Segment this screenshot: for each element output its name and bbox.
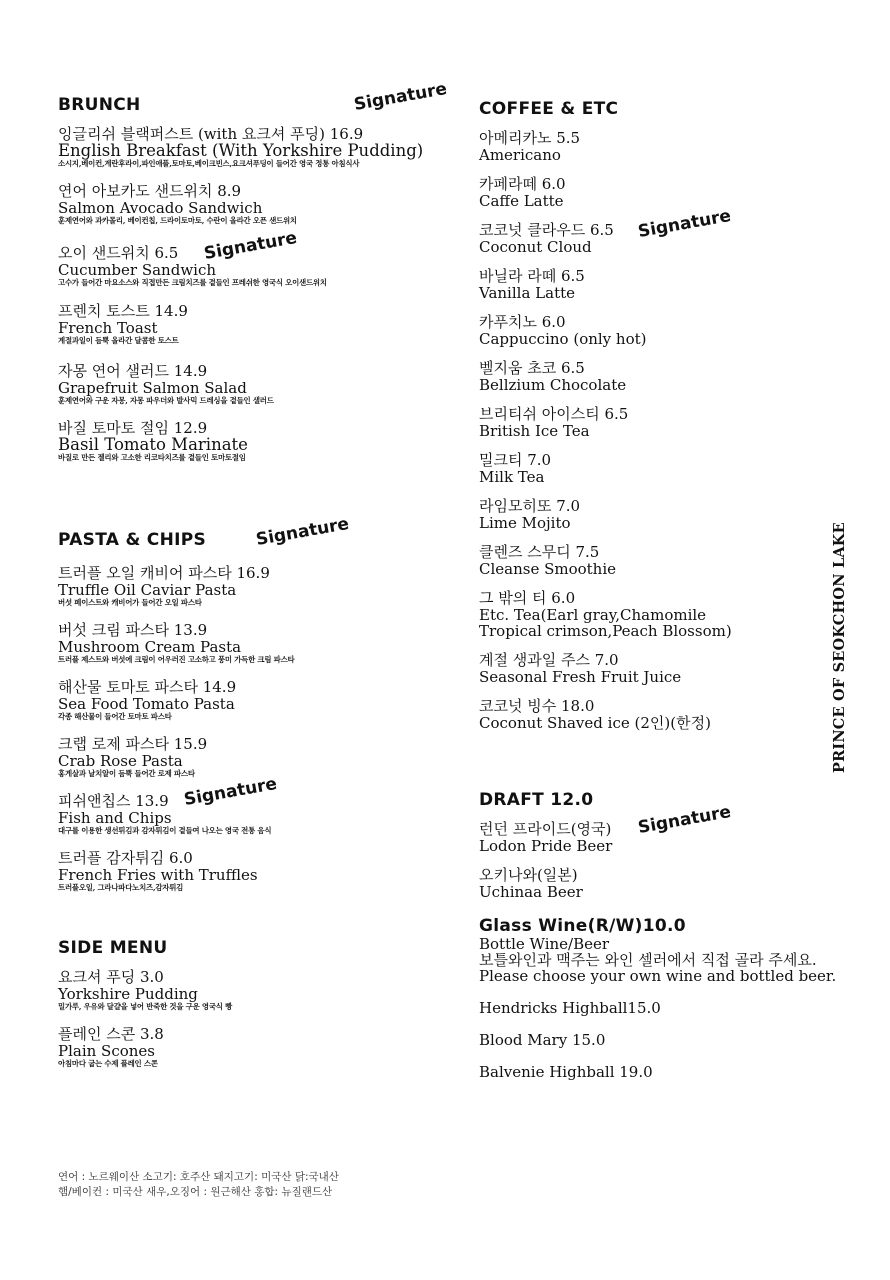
menu-item [58, 735, 458, 779]
wine-line-2: 보틀와인과 맥주는 와인 셀러에서 직접 골라 주세요. [479, 951, 817, 969]
menu-item [58, 678, 458, 722]
brand-name: PRINCE OF SEOKCHON LAKE [831, 522, 848, 773]
item-name-en: French Toast [58, 319, 158, 337]
item-name-ko: 계절 생과일 주스 7.0 [479, 651, 619, 669]
item-name-ko: 크랩 로제 파스타 15.9 [58, 735, 208, 753]
menu-item [479, 697, 879, 731]
item-name-en: Uchinaa Beer [479, 883, 583, 901]
item-name-ko: 잉글리쉬 블랙퍼스트 (with 요크셔 푸딩) 16.9 [58, 125, 364, 143]
menu-item [479, 267, 879, 301]
item-name-en: Cleanse Smoothie [479, 560, 617, 578]
menu-item [479, 589, 879, 639]
coffee-section [479, 99, 879, 731]
item-name-en: Caffe Latte [479, 192, 564, 210]
draft-section [479, 790, 879, 900]
item-name-en-line2: Tropical crimson,Peach Blossom) [479, 622, 732, 640]
brunch-section [58, 95, 458, 463]
pasta-section [58, 530, 458, 893]
item-name-ko: 요크셔 푸딩 3.0 [58, 968, 164, 986]
item-name-ko: 바질 토마토 절임 12.9 [58, 419, 208, 437]
item-desc: 각종 해산물이 들어간 토마토 파스타 [58, 712, 172, 721]
menu-item [479, 497, 879, 531]
menu-item [58, 792, 458, 836]
item-name-en: Cucumber Sandwich [58, 261, 217, 279]
wine-heading: Glass Wine(R/W)10.0 [479, 916, 686, 936]
menu-item [479, 651, 879, 685]
side-menu-heading: SIDE MENU [58, 938, 168, 958]
item-name-ko: 연어 아보카도 샌드위치 8.9 [58, 182, 242, 200]
item-name-ko: 아메리카노 5.5 [479, 129, 581, 147]
item-name-ko: 바닐라 라떼 6.5 [479, 267, 585, 285]
item-name-ko: 클렌즈 스무디 7.5 [479, 543, 600, 561]
item-desc: 대구를 이용한 생선튀김과 감자튀김이 곁들여 나오는 영국 전통 음식 [58, 826, 272, 835]
signature-label: Signature [254, 513, 351, 550]
item-desc: 계절과일이 듬뿍 올라간 달콤한 토스트 [58, 336, 179, 345]
item-desc: 바질로 만든 젤리와 고소한 리코타치즈를 곁들인 토마토절임 [58, 453, 246, 462]
item-name-en: Salmon Avocado Sandwich [58, 199, 263, 217]
item-name-ko: 브리티쉬 아이스티 6.5 [479, 405, 629, 423]
item-name-ko: 오키나와(일본) [479, 866, 578, 884]
wine-section [479, 916, 879, 1080]
menu-item [58, 182, 458, 226]
origin-line-1: 연어 : 노르웨이산 소고기: 호주산 돼지고기: 미국산 닭:국내산 [58, 1171, 339, 1183]
item-name-en: Lodon Pride Beer [479, 837, 613, 855]
item-name-ko: 버섯 크림 파스타 13.9 [58, 621, 208, 639]
item-name-en: Lime Mojito [479, 514, 571, 532]
item-name-ko: 밀크티 7.0 [479, 451, 552, 469]
item-name-en: Milk Tea [479, 468, 545, 486]
item-name-en: French Fries with Truffles [58, 866, 258, 884]
signature-label: Signature [202, 227, 299, 264]
item-desc: 고수가 들어간 마요소스와 직접만든 크림치즈를 곁들인 프레쉬한 영국식 오이샌드위치 [58, 278, 327, 287]
draft-heading: DRAFT 12.0 [479, 790, 594, 810]
signature-label: Signature [352, 78, 449, 115]
menu-item [58, 621, 458, 665]
coffee-heading: COFFEE & ETC [479, 99, 619, 119]
origin-footer [58, 1170, 339, 1200]
menu-item [58, 302, 458, 346]
item-name-ko: 코코넛 빙수 18.0 [479, 697, 595, 715]
menu-item [58, 849, 458, 893]
item-name-en: British Ice Tea [479, 422, 590, 440]
menu-item [58, 564, 458, 608]
item-name-ko: 그 밖의 티 6.0 [479, 589, 576, 607]
item-name-en: Basil Tomato Marinate [58, 435, 248, 454]
item-desc: 트러플 제스트와 버섯에 크림이 어우러진 고소하고 풍미 가득한 크림 파스타 [58, 655, 295, 664]
menu-item [58, 362, 458, 406]
item-desc: 아침마다 굽는 수제 플레인 스콘 [58, 1059, 158, 1068]
menu-item [58, 419, 458, 463]
menu-item [479, 175, 879, 209]
item-desc: 훈제연어와 과카몰리, 베이컨칩, 드라이토마토, 수란이 올라간 오픈 샌드위치 [58, 216, 297, 225]
menu-item [479, 543, 879, 577]
item-name-en: Yorkshire Pudding [58, 985, 198, 1003]
balvenie-item: Balvenie Highball 19.0 [479, 1063, 653, 1081]
item-desc: 훈제연어와 구운 자몽, 자몽 파우더와 발사믹 드레싱을 곁들인 샐러드 [58, 396, 274, 405]
item-name-ko: 벨지움 초코 6.5 [479, 359, 585, 377]
item-name-en: Mushroom Cream Pasta [58, 638, 242, 656]
pasta-heading: PASTA & CHIPS [58, 530, 207, 550]
item-name-ko: 플레인 스콘 3.8 [58, 1025, 164, 1043]
brand-vertical [826, 503, 854, 773]
item-name-ko: 카페라떼 6.0 [479, 175, 566, 193]
item-name-ko: 프렌치 토스트 14.9 [58, 302, 188, 320]
wine-line-1: Bottle Wine/Beer [479, 935, 610, 953]
item-name-en: Plain Scones [58, 1042, 156, 1060]
item-desc: 소시지,베이컨,계란후라이,파인애플,토마토,베이크빈스,요크셔푸딩이 들어간 영국 정통 아침식사 [58, 159, 360, 168]
item-name-en: Coconut Cloud [479, 238, 592, 256]
item-desc: 밀가루, 우유와 달걀을 넣어 반죽한 것을 구운 영국식 빵 [58, 1002, 233, 1011]
item-name-en: Cappuccino (only hot) [479, 330, 647, 348]
item-name-ko: 트러플 오일 캐비어 파스타 16.9 [58, 564, 270, 582]
item-name-ko: 카푸치노 6.0 [479, 313, 566, 331]
menu-item [479, 359, 879, 393]
signature-label: Signature [182, 773, 279, 810]
item-name-ko: 코코넛 클라우드 6.5 [479, 221, 614, 239]
item-name-en: Sea Food Tomato Pasta [58, 695, 235, 713]
signature-label: Signature [636, 205, 733, 242]
item-name-en: Crab Rose Pasta [58, 752, 183, 770]
menu-item [58, 1025, 458, 1069]
side-menu-section [58, 938, 458, 1069]
item-name-ko: 트러플 감자튀김 6.0 [58, 849, 193, 867]
item-name-en: Grapefruit Salmon Salad [58, 379, 247, 397]
item-name-ko: 라임모히또 7.0 [479, 497, 581, 515]
item-name-en: Vanilla Latte [479, 284, 575, 302]
item-name-en: Truffle Oil Caviar Pasta [58, 581, 237, 599]
item-name-en: English Breakfast (With Yorkshire Pudding) [58, 141, 424, 160]
item-name-en: Etc. Tea(Earl gray,Chamomile [479, 606, 707, 624]
highball-item: Hendricks Highball15.0 [479, 999, 661, 1017]
menu-item [479, 405, 879, 439]
item-name-en: Americano [479, 146, 561, 164]
item-name-ko: 런던 프라이드(영국) [479, 820, 612, 838]
menu-item [58, 968, 458, 1012]
item-name-ko: 피쉬앤칩스 13.9 [58, 792, 169, 810]
item-name-en: Coconut Shaved ice (2인)(한정) [479, 714, 711, 732]
menu-item [479, 866, 879, 900]
item-desc: 홍게살과 날치알이 듬뿍 들어간 로제 파스타 [58, 769, 195, 778]
item-name-en: Fish and Chips [58, 809, 172, 827]
menu-item [479, 451, 879, 485]
origin-line-2: 햄/베이컨 : 미국산 새우,오징어 : 원근해산 홍합: 뉴질랜드산 [58, 1186, 333, 1198]
item-desc: 버섯 페이스트와 캐비어가 들어간 오일 파스타 [58, 598, 202, 607]
item-desc: 트러플오일, 그라나파다노치즈,감자튀김 [58, 883, 184, 892]
menu-item [479, 313, 879, 347]
item-name-ko: 자몽 연어 샐러드 14.9 [58, 362, 208, 380]
blood-mary-item: Blood Mary 15.0 [479, 1031, 606, 1049]
item-name-ko: 해산물 토마토 파스타 14.9 [58, 678, 237, 696]
wine-line-3: Please choose your own wine and bottled beer. [479, 967, 837, 985]
item-name-ko: 오이 샌드위치 6.5 [58, 244, 179, 262]
item-name-en: Bellzium Chocolate [479, 376, 627, 394]
brunch-heading: BRUNCH [58, 95, 141, 115]
menu-item [479, 129, 879, 163]
item-name-en: Seasonal Fresh Fruit Juice [479, 668, 682, 686]
menu-item [58, 125, 458, 169]
signature-label: Signature [636, 801, 733, 838]
